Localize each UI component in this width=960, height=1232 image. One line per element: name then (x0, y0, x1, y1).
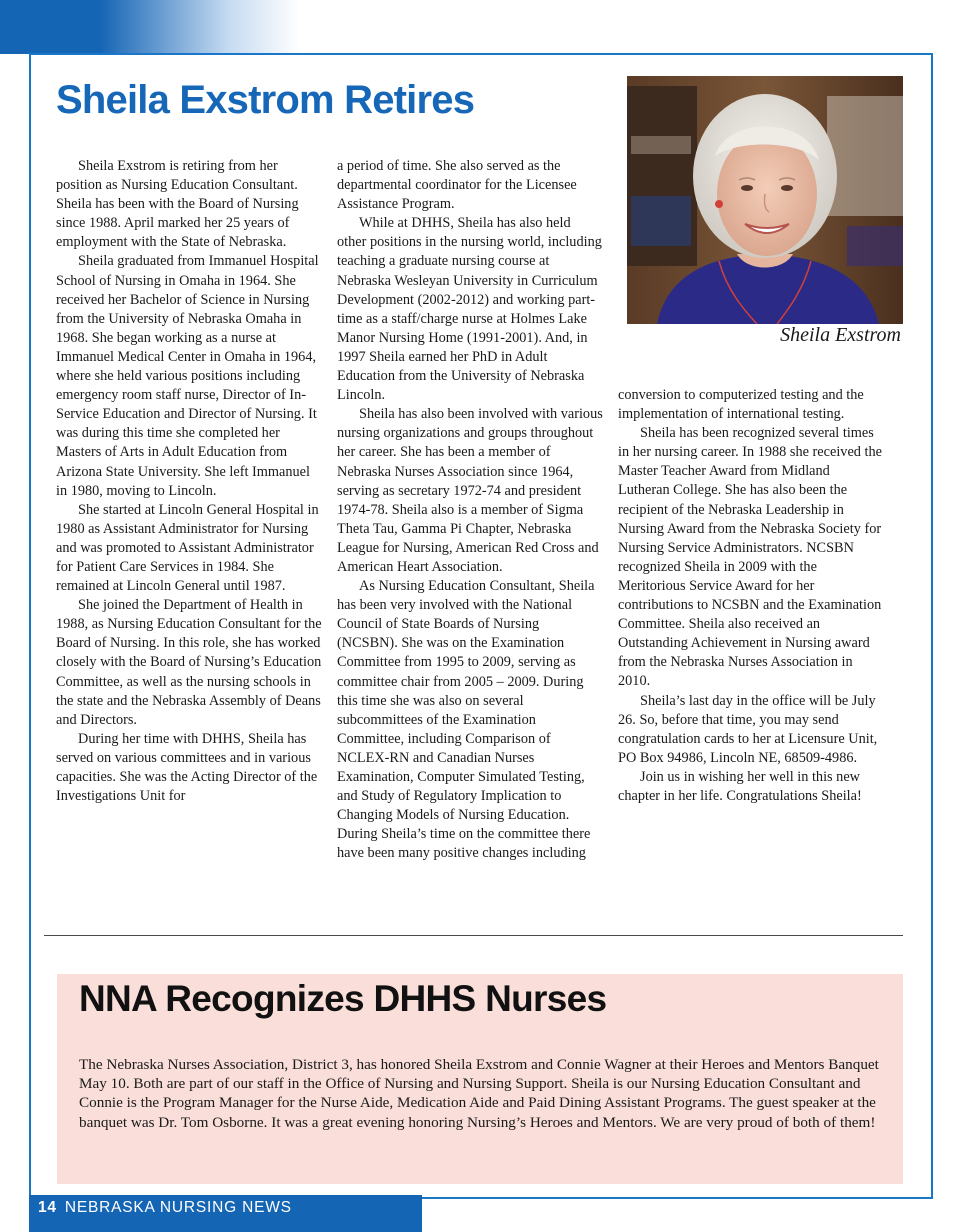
paragraph: While at DHHS, Sheila has also held other positions in the nursing world, including teaching a graduate nursing course at Nebraska Wesleyan University in Curriculum Development (2002-2012) and working part-time as a staff/charge nurse at Holmes Lake Manor Nursing Home (1991-2001). And, in 1997 Sheila earned her PhD in Adult Education from the University of Nebraska Lincoln. (337, 215, 602, 404)
paragraph: Sheila has also been involved with various nursing organizations and groups throughout her career. She has been a member of Nebraska Nurses Association since 1964, serving as secretary 1972-74 and president 1974-78. Sheila also is a member of Sigma Theta Tau, Gamma Pi Chapter, Nebraska League for Nursing, American Red Cross and American Heart Association. (337, 406, 603, 575)
nna-title: NNA Recognizes DHHS Nurses (79, 978, 607, 1019)
paragraph: Sheila graduated from Immanuel Hospital School of Nursing in Omaha in 1964. She received her Bachelor of Science in Nursing from the University of Nebraska Omaha in 1968. She began working as a nurse at Immanuel Medical Center in Omaha in 1964, where she held various positions including emergency room staff nurse, Director of In-Service Education and Director of Nursing. It was during this time she completed her Masters of Arts in Adult Education from Arizona State University. She left Immanuel in 1980, moving to Lincoln. (56, 253, 319, 499)
paragraph-continuation: a period of time. She also served as the departmental coordinator for the Licensee Assistance Program. (337, 158, 577, 213)
paragraph: Sheila has been recognized several times in her nursing career. In 1988 she received the Master Teacher Award from Midland Lutheran College. She has also been the recipient of the Nebraska Leadership in Nursing Award from the Nebraska Society for Nursing Service Administrators. NCSBN recognized Sheila in 2009 with the Meritorious Service Award for her contributions to NCSBN and the Examination Committee. Sheila also received an Outstanding Achievement in Nursing award from the Nebraska Nurses Association in 2010. (618, 425, 882, 690)
footer (38, 1199, 292, 1217)
paragraph: She started at Lincoln General Hospital in 1980 as Assistant Administrator for Nursing and was promoted to Assistant Administrator for Patient Care Services in 1984. She remained at Lincoln General until 1987. (56, 501, 319, 595)
paragraph: She joined the Department of Health in 1988, as Nursing Education Consultant for the Board of Nursing. In this role, she has worked closely with the Board of Nursing’s Education Committee, as well as the nursing schools in the state and the Nebraska Assembly of Deans and Directors. (56, 597, 322, 728)
photo-caption: Sheila Exstrom (780, 324, 901, 346)
paragraph: During her time with DHHS, Sheila has served on various committees and in various capacities. She was the Acting Director of the Investigations Unit for (56, 730, 318, 805)
page-number: 14 (38, 1199, 57, 1216)
article-column-1 (56, 157, 322, 806)
publication-name: NEBRASKA NURSING NEWS (64, 1199, 292, 1216)
article-column-3 (618, 386, 884, 806)
article-column-2 (337, 157, 603, 863)
top-accent-block (0, 0, 100, 28)
paragraph: Sheila Exstrom is retiring from her position as Nursing Education Consultant. Sheila has been with the Board of Nursing since 1988. April marked her 25 years of employment with the State of Nebraska. (56, 158, 299, 251)
article-title: Sheila Exstrom Retires (56, 78, 475, 122)
paragraph: As Nursing Education Consultant, Sheila has been very involved with the National Council of State Boards of Nursing (NCSBN). She was on the Examination Committee from 1995 to 2009, serving as committee chair from 2005 – 2009. During this time she was also on several subcommittees of the Examination Committee, including Comparison of NCLEX-RN and Canadian Nurses Examination, Computer Simulated Testing, and Study of Regulatory Implication to Changing Models of Nursing Education. During Sheila’s time on the committee there have been many positive changes including (337, 578, 595, 862)
paragraph: Join us in wishing her well in this new chapter in her life. Congratulations Sheila! (618, 768, 862, 804)
paragraph-continuation: conversion to computerized testing and the implementation of international testing. (618, 387, 864, 423)
section-divider (44, 935, 903, 936)
portrait-photo (627, 76, 903, 324)
nna-body: The Nebraska Nurses Association, District 3, has honored Sheila Exstrom and Connie Wagner at their Heroes and Mentors Banquet May 10. Both are part of our staff in the Office of Nursing and Nursing Support. Sheila is our Nursing Education Consultant and Connie is the Program Manager for the Nurse Aide, Medication Aide and Paid Dining Assistant Programs. The guest speaker at the banquet was Dr. Tom Osborne. It was a great evening honoring Nursing’s Heroes and Mentors. We are very proud of both of them! (79, 1056, 879, 1131)
paragraph: Sheila’s last day in the office will be July 26. So, before that time, you may send congratulation cards to her at Licensure Unit, PO Box 94986, Lincoln NE, 68509-4986. (618, 692, 878, 766)
